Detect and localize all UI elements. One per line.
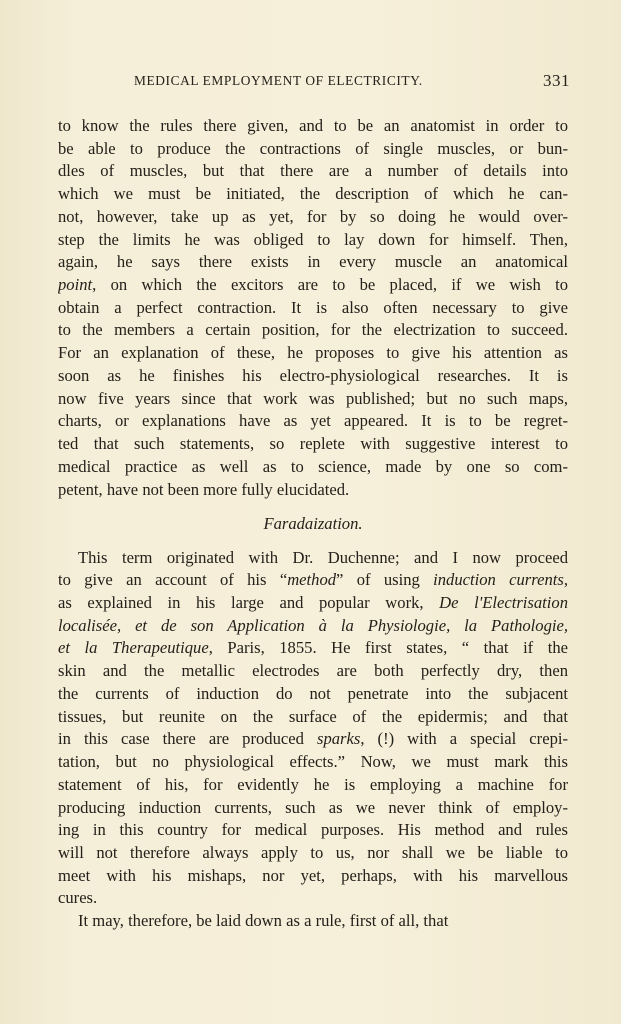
paragraph-1-line: medical practice as well as to science, made by one so com- xyxy=(58,456,568,476)
text-run: , xyxy=(563,570,568,590)
body-text xyxy=(58,115,568,933)
paragraph-2-line: ing in this country for medical purposes. His method and rules xyxy=(58,820,568,840)
paragraph-1-line: obtain a perfect contraction. It is also often necessary to give xyxy=(58,297,568,317)
italic-run: method xyxy=(287,570,337,590)
paragraph-1-line: step the limits he was obliged to lay down for himself. Then, xyxy=(58,229,568,249)
paragraph-2-line xyxy=(58,637,568,660)
paragraph-1-line: dles of muscles, but that there are a number of details into xyxy=(58,161,568,181)
text-run: to give an account of his “ xyxy=(58,570,288,590)
paragraph-1-line: to know the rules there given, and to be an anatomist in order to xyxy=(58,116,568,135)
paragraph-2-line: tation, but no physiological effects.” Now, we must mark this xyxy=(58,752,568,772)
paragraph-1-line: to the members a certain position, for the electrization to succeed. xyxy=(58,320,568,340)
paragraph-1-line: For an explanation of these, he proposes to give his attention as xyxy=(58,343,568,363)
text-run: , (!) with a special crepi- xyxy=(360,729,568,749)
paragraph-2-line xyxy=(58,728,568,751)
text-run: in this case there are produced xyxy=(58,729,317,749)
text-run: , on which the excitors are to be placed, if we wish to xyxy=(92,275,568,295)
italic-run: sparks xyxy=(316,729,361,749)
italic-run: De l'Electrisation xyxy=(439,593,568,613)
paragraph-1-line: be able to produce the contractions of single muscles, or bun- xyxy=(58,138,568,158)
paragraph-2-line xyxy=(58,592,568,615)
section-heading: Faradaization. xyxy=(263,514,363,534)
italic-run: point xyxy=(58,275,93,295)
text-run: , Paris, 1855. He first states, “ that if the xyxy=(208,638,568,658)
text-run: as explained in his large and popular work, xyxy=(58,593,440,613)
paragraph-2-line: meet with his mishaps, nor yet, perhaps, with his marvellous xyxy=(58,865,568,885)
running-head xyxy=(134,73,570,93)
paragraph-2-line: This term originated with Dr. Duchenne; and I now proceed xyxy=(78,547,568,567)
paragraph-1-line: not, however, take up as yet, for by so doing he would over- xyxy=(58,206,568,226)
italic-run: induction currents xyxy=(433,570,564,590)
running-title: MEDICAL EMPLOYMENT OF ELECTRICITY. xyxy=(134,73,423,88)
text-run: ” of using xyxy=(336,570,434,590)
paragraph-1-line: again, he says there exists in every muscle an anatomical xyxy=(58,252,568,272)
paragraph-1-line: petent, have not been more fully elucidated. xyxy=(58,479,350,499)
paragraph-1-line: soon as he finishes his electro-physiological researches. It is xyxy=(58,365,568,385)
paragraph-1-line: which we must be initiated, the description of which he can- xyxy=(58,184,568,204)
italic-run: localisée, et de son Application à la Physiologie, la Pathologie, xyxy=(58,615,568,635)
paragraph-2-line: cures. xyxy=(58,888,98,908)
paragraph-2-line: skin and the metallic electrodes are both perfectly dry, then xyxy=(58,661,568,681)
paragraph-2-line: the currents of induction do not penetrate into the subjacent xyxy=(58,683,568,703)
paragraph-2-line: statement of his, for evidently he is employing a machine for xyxy=(58,774,568,794)
paragraph-1-line: now five years since that work was published; but no such maps, xyxy=(58,388,568,408)
paragraph-1-line xyxy=(58,274,568,297)
paragraph-2-line xyxy=(58,569,568,592)
paragraph-1-line: charts, or explanations have as yet appeared. It is to be regret- xyxy=(58,411,568,431)
paragraph-2-line: will not therefore always apply to us, nor shall we be liable to xyxy=(58,842,568,862)
paragraph-2-line xyxy=(58,615,568,638)
page-number: 331 xyxy=(543,71,570,90)
paragraph-1-line: ted that such statements, so replete with suggestive interest to xyxy=(58,434,568,454)
italic-run: et la Therapeutique xyxy=(58,638,209,658)
paragraph-2-line: producing induction currents, such as we never think of employ- xyxy=(58,797,568,817)
paragraph-2-line: tissues, but reunite on the surface of the epidermis; and that xyxy=(58,706,568,726)
paragraph-3-line: It may, therefore, be laid down as a rule, first of all, that xyxy=(78,911,449,931)
